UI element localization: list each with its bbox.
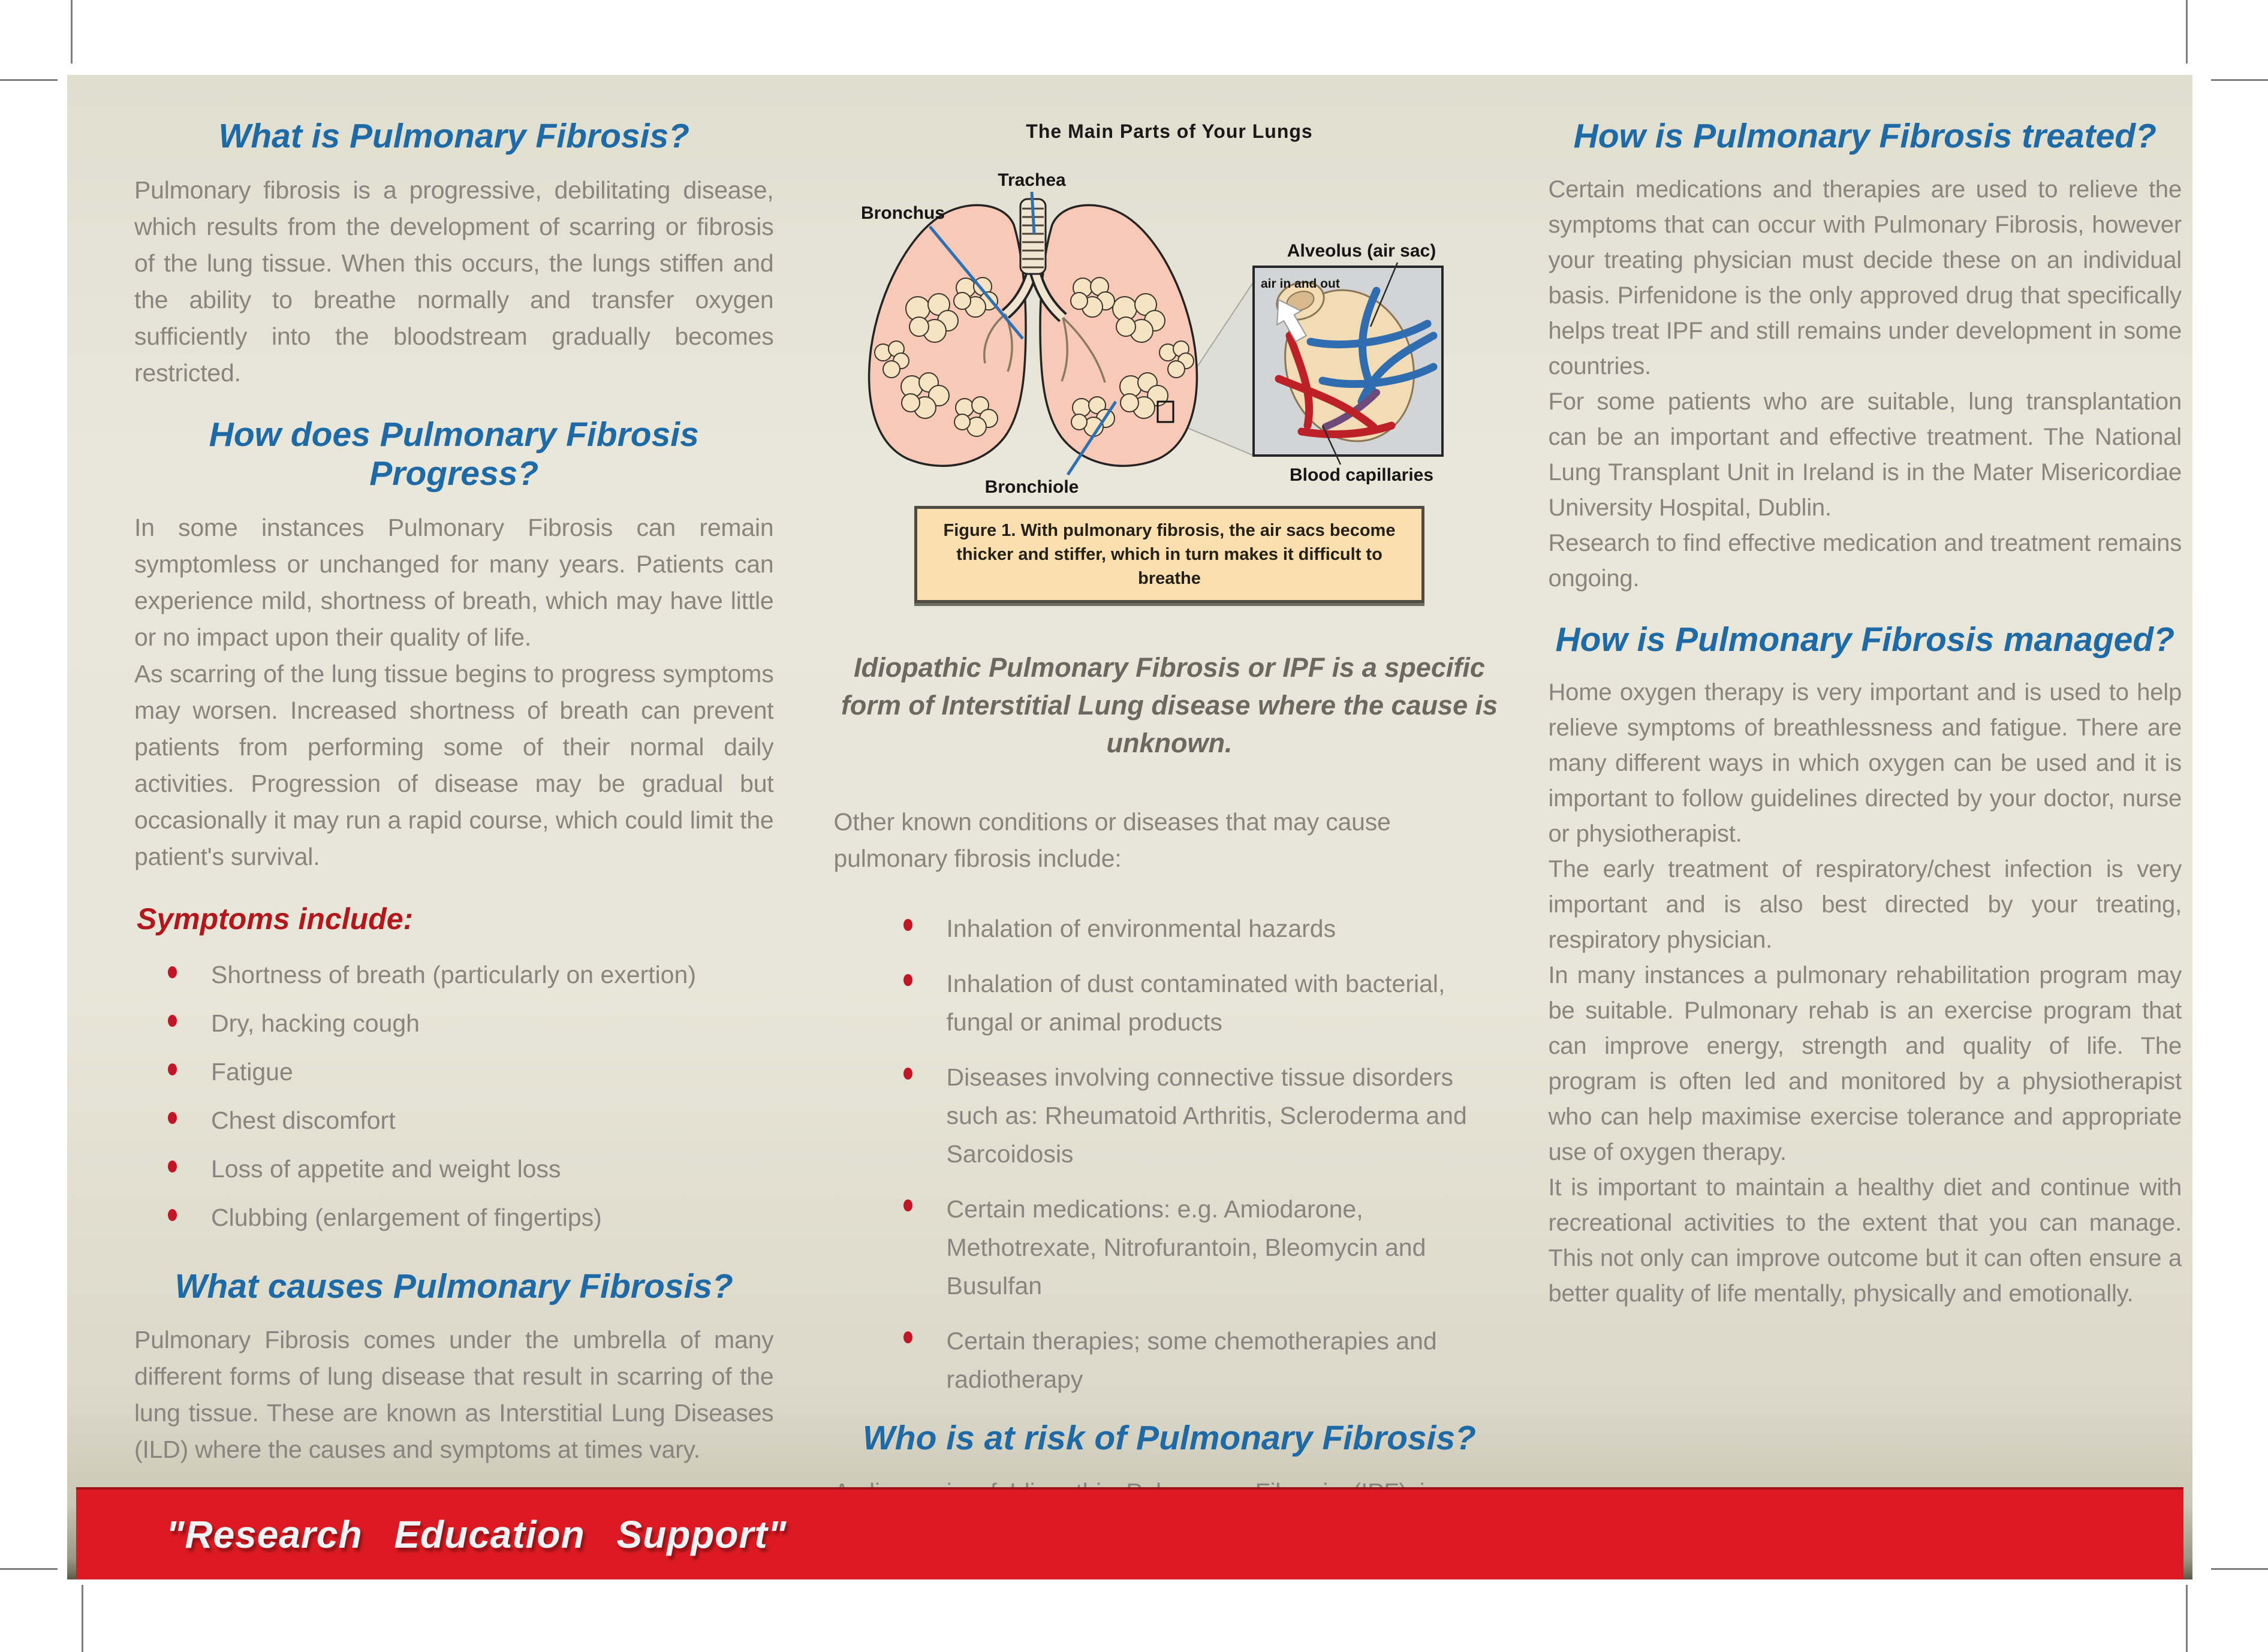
bullet-icon (903, 1199, 912, 1211)
list-item (168, 1054, 774, 1090)
bullet-icon (903, 1068, 912, 1080)
list-item-label: Dry, hacking cough (211, 1009, 420, 1037)
list-item (903, 964, 1505, 1041)
figure-caption: Figure 1. With pulmonary fibrosis, the air sacs become thicker and stiffer, which in turn makes it difficult to breathe (943, 521, 1396, 588)
heading-how-is-pf-treated: How is Pulmonary Fibrosis treated? (1573, 117, 2156, 155)
heading-what-causes-pf: What causes Pulmonary Fibrosis? (174, 1267, 733, 1306)
list-item-label: Loss of appetite and weight loss (211, 1154, 561, 1183)
paragraph: Certain medications and therapies are used to relieve the symptoms that can occur with Pulmonary Fibrosis, however your treating physician must decide these on an individual basis. Pirfenidone is the only approved drug that specifically helps treat IPF and still remains under development in some countries. (1548, 176, 2182, 379)
list-item (903, 909, 1505, 948)
heading-how-is-pf-managed: How is Pulmonary Fibrosis managed? (1555, 620, 2175, 659)
alveolus-label: Alveolus (air sac) (1287, 241, 1436, 261)
left-lung-shape (869, 205, 1025, 466)
banner-quote: "Research Education Support" (166, 1513, 787, 1556)
list-item (903, 1190, 1505, 1305)
crop-mark (71, 0, 73, 64)
causes-list (834, 909, 1505, 1398)
bullet-icon (903, 974, 912, 986)
panels (67, 75, 2192, 1490)
paragraph: Pulmonary Fibrosis comes under the umbrella of many different forms of lung disease that result in scarring of the lung tissue. These are known as Interstitial Lung Diseases (ILD) where the causes and symptoms at times vary. (134, 1326, 774, 1464)
lungs-illustration (834, 144, 1505, 498)
blood-capillaries-label: Blood capillaries (1289, 465, 1433, 485)
bullet-icon (903, 919, 912, 931)
list-item (168, 1102, 774, 1139)
paragraph: In many instances a pulmonary rehabilitation program may be suitable. Pulmonary rehab is an exercise program that can improve energy, strength and quality of life. The program is often led and monitored by a physiotherapist who can help maximise exercise tolerance and appropriate use of oxygen therapy. (1548, 962, 2182, 1166)
bullet-icon (903, 1331, 912, 1343)
paragraph: Research to find effective medication and treatment remains ongoing. (1548, 529, 2182, 592)
list-item (903, 1322, 1505, 1398)
left-panel (134, 117, 774, 1490)
list-item (168, 1199, 774, 1236)
paragraph: The early treatment of respiratory/chest infection is very important and is also best directed by your treating, respiratory physician. (1548, 856, 2182, 954)
crop-mark (2186, 0, 2188, 64)
bullet-icon (168, 1063, 177, 1075)
paragraph: As scarring of the lung tissue begins to progress symptoms may worsen. Increased shortness of breath can prevent patients from performing some of their normal daily activities. Progression of disease may be gradual but occasionally it may run a rapid course, which could limit the patient's survival. (134, 659, 774, 870)
banner (76, 1487, 2183, 1579)
symptoms-list (134, 957, 774, 1236)
crop-mark (0, 1568, 58, 1570)
paragraph: For some patients who are suitable, lung transplantation can be an important and effective treatment. The National Lung Transplant Unit in Ireland is in the Mater Misericordiae University Hospital, Dublin. (1548, 388, 2182, 521)
crop-mark (82, 1585, 83, 1652)
list-item-label: Certain medications: e.g. Amiodarone, Methotrexate, Nitrofurantoin, Bleomycin and Busulfan (946, 1195, 1426, 1300)
heading-what-is-pf: What is Pulmonary Fibrosis? (218, 117, 689, 155)
figure-caption-box (914, 506, 1424, 603)
bullet-icon (168, 1015, 177, 1027)
crop-mark (2186, 1585, 2188, 1652)
list-item (168, 957, 774, 993)
treated-paragraphs (1549, 172, 2182, 596)
managed-paragraphs (1549, 675, 2182, 1312)
bronchiole-label: Bronchiole (984, 477, 1079, 497)
bullet-icon (168, 1160, 177, 1172)
list-item-label: Clubbing (enlargement of fingertips) (211, 1203, 602, 1231)
heading-how-does-pf-progress: How does Pulmonary Fibrosis Progress? (209, 415, 699, 493)
list-item-label: Inhalation of dust contaminated with bacterial, fungal or animal products (946, 970, 1445, 1036)
ipf-statement: Idiopathic Pulmonary Fibrosis or IPF is a specific form of Interstitial Lung disease where the cause is unknown. (841, 652, 1498, 758)
right-lung-shape (1040, 205, 1197, 466)
crop-mark (0, 79, 58, 81)
middle-panel (834, 117, 1505, 1490)
brochure-sheet (67, 75, 2192, 1579)
list-item-label: Certain therapies; some chemotherapies and radiotherapy (946, 1327, 1437, 1393)
list-item-label: Shortness of breath (particularly on exertion) (211, 960, 697, 988)
trachea-label: Trachea (997, 170, 1066, 190)
bronchus-label: Bronchus (860, 203, 945, 223)
list-item-label: Chest discomfort (211, 1106, 396, 1134)
paragraph: Other known conditions or diseases that may cause pulmonary fibrosis include: (833, 808, 1391, 872)
list-item (168, 1151, 774, 1187)
list-item-label: Fatigue (211, 1057, 293, 1086)
bullet-icon (168, 1112, 177, 1124)
list-item-label: Diseases involving connective tissue disorders such as: Rheumatoid Arthritis, Scleroderma and Sarcoidosis (946, 1063, 1467, 1168)
air-in-out-label: air in and out (1260, 277, 1340, 291)
list-item (903, 1058, 1505, 1173)
list-item (168, 1005, 774, 1042)
paragraph: It is important to maintain a healthy diet and continue with recreational activities to the extent that you can manage. This not only can improve outcome but it can often ensure a better quality of life mentally, physically and emotionally. (1548, 1174, 2182, 1307)
paragraph: In some instances Pulmonary Fibrosis can remain symptomless or unchanged for many years. Patients can experience mild, shortness of breath, which may have little or no impact upon their quality of life. (134, 513, 774, 651)
paragraph: Pulmonary fibrosis is a progressive, debilitating disease, which results from the development of scarring or fibrosis of the lung tissue. When this occurs, the lungs stiffen and the ability to breathe normally and transfer oxygen sufficiently into the bloodstream gradually becomes restricted. (134, 176, 774, 387)
bullet-icon (168, 966, 177, 978)
diagram-title: The Main Parts of Your Lungs (1026, 120, 1313, 142)
right-panel (1549, 117, 2182, 1490)
paragraph: Home oxygen therapy is very important and is used to help relieve symptoms of breathlessness and fatigue. There are many different ways in which oxygen can be used and it is important to follow guidelines directed by your doctor, nurse or physiotherapist. (1548, 679, 2182, 848)
symptoms-heading: Symptoms include: (137, 902, 414, 936)
heading-who-is-at-risk: Who is at risk of Pulmonary Fibrosis? (863, 1419, 1476, 1457)
crop-mark (2211, 79, 2268, 81)
bullet-icon (168, 1209, 177, 1221)
crop-mark (2211, 1568, 2268, 1570)
list-item-label: Inhalation of environmental hazards (946, 915, 1336, 942)
